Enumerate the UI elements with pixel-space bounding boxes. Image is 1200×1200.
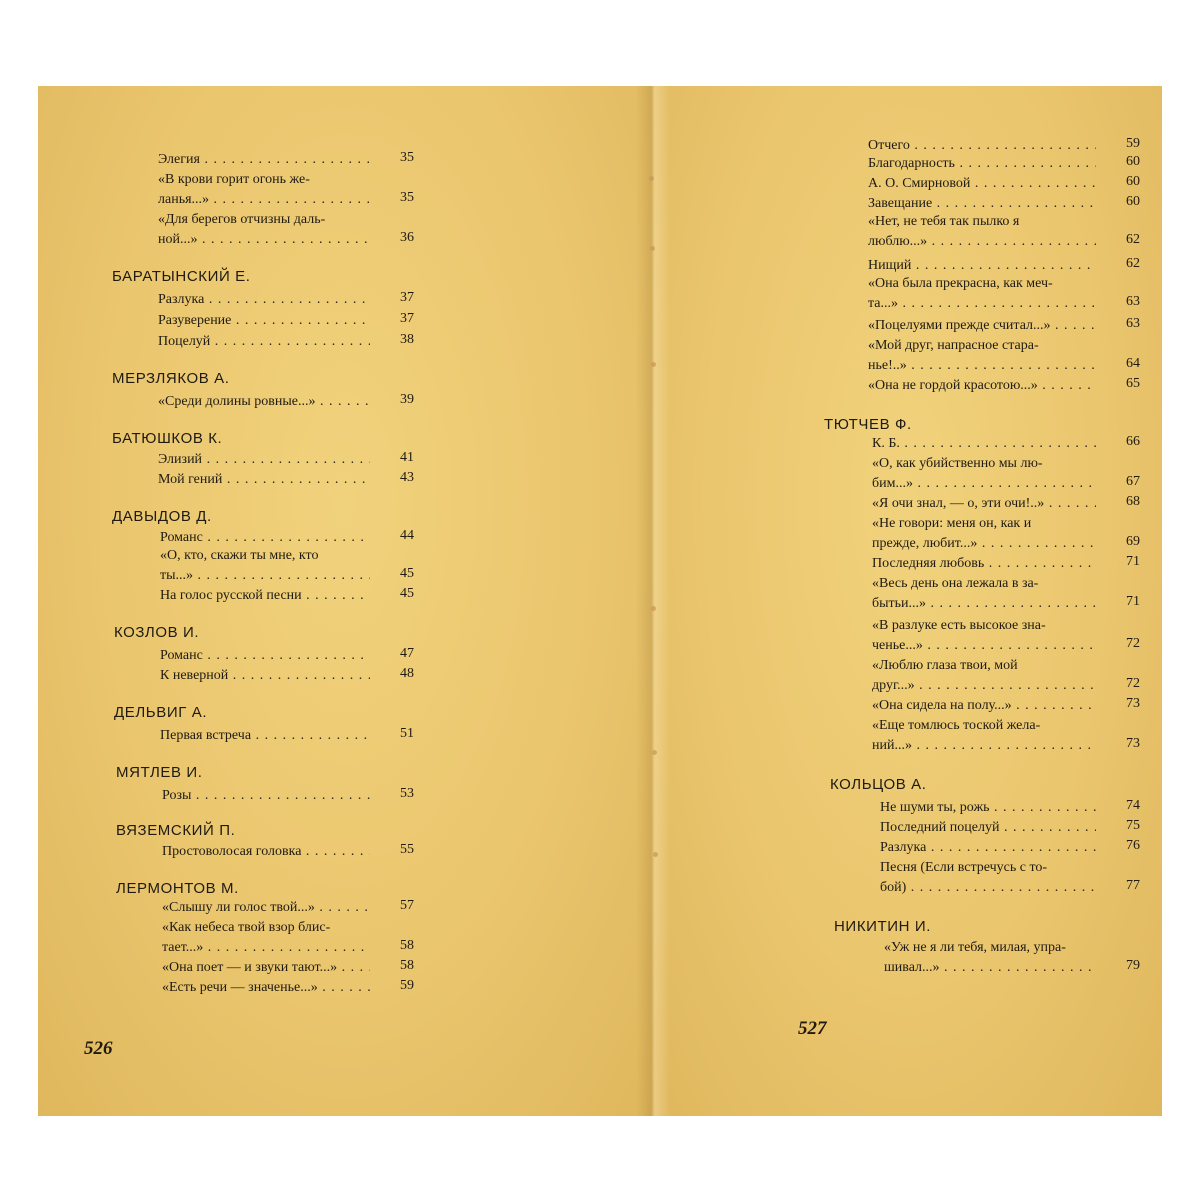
entry-title-line [868, 212, 1096, 232]
toc-entry [868, 376, 1096, 396]
toc-entry [160, 528, 370, 548]
paper-speck [650, 246, 655, 251]
entry-title-line [868, 316, 1096, 336]
page-number: 73 [1126, 736, 1140, 751]
page-number: 69 [1126, 534, 1140, 549]
left-page [38, 86, 652, 1116]
page-number: 45 [400, 566, 414, 581]
page-number: 77 [1126, 878, 1140, 893]
toc-entry [868, 274, 1096, 314]
toc-entry [872, 696, 1096, 716]
entry-title-line [158, 470, 370, 490]
entry-title-line [868, 154, 1096, 174]
page-number: 55 [400, 842, 414, 857]
page-number: 62 [1126, 256, 1140, 271]
paper-speck [649, 176, 654, 181]
entry-title-text: Розы [162, 788, 192, 803]
page-number: 79 [1126, 958, 1140, 973]
page-number: 35 [400, 150, 414, 165]
toc-entry [868, 136, 1096, 156]
page-number: 43 [400, 470, 414, 485]
entry-title-line [868, 356, 1096, 376]
toc-entry [880, 798, 1096, 818]
toc-entry [872, 454, 1096, 494]
entry-title-line [872, 696, 1096, 716]
entry-title-line [162, 898, 370, 918]
entry-title-line [872, 534, 1096, 554]
page-number: 57 [400, 898, 414, 913]
entry-title-line [162, 842, 370, 862]
page-number: 71 [1126, 594, 1140, 609]
author-heading: ЛЕРМОНТОВ М. [116, 880, 239, 897]
entry-title-line [162, 938, 370, 958]
entry-title-line [868, 336, 1096, 356]
entry-title-line [162, 978, 370, 998]
toc-entry [880, 838, 1096, 858]
toc-entry [872, 716, 1096, 756]
entry-title-line [158, 190, 370, 210]
page-number: 63 [1126, 294, 1140, 309]
entry-title-text: бим...» [872, 476, 913, 491]
entry-title-text: Элегия [158, 152, 200, 167]
toc-entry [872, 574, 1096, 614]
entry-title-text: ченье...» [872, 638, 923, 653]
entry-title-text: друг...» [872, 678, 915, 693]
entry-title-line [160, 666, 370, 686]
toc-entry [868, 194, 1096, 214]
entry-title-text: «Весь день она лежала в за- [872, 576, 1039, 591]
entry-title-line [872, 574, 1096, 594]
entry-title-text: «В разлуке есть высокое зна- [872, 618, 1046, 633]
toc-entry [158, 170, 370, 210]
page-number: 60 [1126, 154, 1140, 169]
toc-entry [158, 392, 370, 412]
entry-title-text: «Как небеса твой взор блис- [162, 920, 331, 935]
author-heading: ДЕЛЬВИГ А. [114, 704, 208, 721]
toc-entry [162, 786, 370, 806]
entry-title-text: «Люблю глаза твои, мой [872, 658, 1018, 673]
page-number: 48 [400, 666, 414, 681]
page-number: 59 [400, 978, 414, 993]
entry-title-text: Разлука [880, 840, 927, 855]
entry-title-line [880, 858, 1096, 878]
toc-entry [158, 311, 370, 331]
author-heading: БАТЮШКОВ К. [112, 430, 223, 447]
toc-entry [868, 316, 1096, 336]
entry-title-line [162, 958, 370, 978]
entry-title-line [872, 494, 1096, 514]
toc-entry [158, 332, 370, 352]
page-number: 37 [400, 311, 414, 326]
entry-title-line [158, 150, 370, 170]
entry-title-line [868, 294, 1096, 314]
page-number: 71 [1126, 554, 1140, 569]
left-folio: 526 [84, 1038, 113, 1059]
entry-title-text: На голос русской песни [160, 588, 302, 603]
entry-title-line [872, 434, 1096, 454]
entry-title-line [158, 311, 370, 331]
page-number: 35 [400, 190, 414, 205]
toc-entry [160, 646, 370, 666]
entry-title-text: «Она поет — и звуки тают...» [162, 960, 338, 975]
entry-title-text: Благодарность [868, 156, 955, 171]
toc-entry [868, 174, 1096, 194]
entry-title-text: «Еще томлюсь тоской жела- [872, 718, 1041, 733]
page-number: 67 [1126, 474, 1140, 489]
entry-title-text: ной...» [158, 232, 198, 247]
entry-title-text: Поцелуй [158, 334, 211, 349]
author-heading: ТЮТЧЕВ Ф. [824, 416, 912, 433]
toc-entry [160, 586, 370, 606]
author-heading: БАРАТЫНСКИЙ Е. [112, 268, 251, 285]
paper-speck [653, 852, 658, 857]
entry-title-line [160, 566, 370, 586]
entry-title-text: «Не говори: меня он, как и [872, 516, 1032, 531]
entry-title-text: шивал...» [884, 960, 940, 975]
page-number: 68 [1126, 494, 1140, 509]
entry-title-line [872, 656, 1096, 676]
entry-title-text: Не шуми ты, рожь [880, 800, 990, 815]
page-number: 74 [1126, 798, 1140, 813]
entry-title-line [160, 546, 370, 566]
entry-title-line [872, 454, 1096, 474]
page-number: 62 [1126, 232, 1140, 247]
entry-title-text: ний...» [872, 738, 912, 753]
author-heading: ВЯЗЕМСКИЙ П. [116, 822, 236, 839]
entry-title-line [158, 290, 370, 310]
entry-title-text: «Она была прекрасна, как меч- [868, 276, 1053, 291]
toc-entry [162, 842, 370, 862]
entry-title-text: Элизий [158, 452, 203, 467]
entry-title-text: «Слышу ли голос твой...» [162, 900, 315, 915]
entry-title-text: Отчего [868, 138, 910, 153]
entry-title-line [880, 838, 1096, 858]
entry-title-text: Последний поцелуй [880, 820, 1000, 835]
toc-entry [162, 958, 370, 978]
entry-title-line [160, 646, 370, 666]
entry-title-line [872, 594, 1096, 614]
entry-title-line [868, 174, 1096, 194]
entry-title-text: прежде, любит...» [872, 536, 978, 551]
toc-entry [158, 450, 370, 470]
entry-title-text: «Среди долины ровные...» [158, 394, 316, 409]
right-page [652, 86, 1162, 1116]
entry-title-line [868, 194, 1096, 214]
entry-title-text: «Нет, не тебя так пылко я [868, 214, 1020, 229]
toc-entry [872, 434, 1096, 454]
entry-title-text: нье!..» [868, 358, 907, 373]
entry-title-text: Песня (Если встречусь с то- [880, 860, 1048, 875]
entry-title-line [880, 798, 1096, 818]
entry-title-line [872, 474, 1096, 494]
entry-title-line [872, 514, 1096, 534]
entry-title-line [880, 818, 1096, 838]
toc-entry [868, 154, 1096, 174]
author-heading: МЯТЛЕВ И. [116, 764, 203, 781]
entry-title-line [158, 170, 370, 190]
entry-title-text: Мой гений [158, 472, 223, 487]
entry-title-line [162, 786, 370, 806]
page-number: 65 [1126, 376, 1140, 391]
page-number: 63 [1126, 316, 1140, 331]
page-number: 41 [400, 450, 414, 465]
entry-title-line [160, 586, 370, 606]
book-spread [38, 86, 1162, 1116]
page-number: 64 [1126, 356, 1140, 371]
entry-title-text: К неверной [160, 668, 229, 683]
toc-entry [162, 978, 370, 998]
page-number: 73 [1126, 696, 1140, 711]
page-number: 51 [400, 726, 414, 741]
page-number: 58 [400, 958, 414, 973]
author-heading: НИКИТИН И. [834, 918, 932, 935]
entry-title-text: бой) [880, 880, 907, 895]
entry-title-text: «О, кто, скажи ты мне, кто [160, 548, 319, 563]
toc-entry [162, 918, 370, 958]
entry-title-line [872, 676, 1096, 696]
entry-title-line [872, 616, 1096, 636]
entry-title-text: та...» [868, 296, 899, 311]
toc-entry [872, 494, 1096, 514]
entry-title-text: «О, как убийственно мы лю- [872, 456, 1043, 471]
entry-title-text: Романс [160, 648, 203, 663]
toc-entry [160, 546, 370, 586]
entry-title-text: тает...» [162, 940, 204, 955]
toc-entry [872, 656, 1096, 696]
entry-title-line [872, 636, 1096, 656]
entry-title-line [868, 274, 1096, 294]
toc-entry [872, 554, 1096, 574]
toc-entry [158, 470, 370, 490]
author-heading: КОЗЛОВ И. [114, 624, 200, 641]
entry-title-text: ланья...» [158, 192, 210, 207]
entry-title-text: «Мой друг, напрасное стара- [868, 338, 1039, 353]
page-number: 44 [400, 528, 414, 543]
page-number: 39 [400, 392, 414, 407]
entry-title-text: А. О. Смирновой [868, 176, 971, 191]
entry-title-line [880, 878, 1096, 898]
page-number: 59 [1126, 136, 1140, 151]
entry-title-line [868, 376, 1096, 396]
entry-title-line [884, 938, 1096, 958]
paper-speck [651, 606, 656, 611]
page-number: 72 [1126, 676, 1140, 691]
author-heading: ДАВЫДОВ Д. [112, 508, 212, 525]
entry-title-line [158, 210, 370, 230]
entry-title-text: К. Б. [872, 436, 900, 451]
page-number: 58 [400, 938, 414, 953]
toc-entry [868, 212, 1096, 252]
entry-title-text: Разлука [158, 292, 205, 307]
entry-title-text: «Есть речи — значенье...» [162, 980, 318, 995]
page-number: 38 [400, 332, 414, 347]
entry-title-text: люблю...» [868, 234, 928, 249]
entry-title-text: «Я очи знал, — о, эти очи!..» [872, 496, 1045, 511]
author-heading: КОЛЬЦОВ А. [830, 776, 927, 793]
entry-title-line [160, 726, 370, 746]
entry-title-line [162, 918, 370, 938]
toc-entry [884, 938, 1096, 978]
entry-title-text: «Она сидела на полу...» [872, 698, 1012, 713]
entry-title-text: Нищий [868, 258, 912, 273]
page-number: 76 [1126, 838, 1140, 853]
entry-title-text: бытьи...» [872, 596, 927, 611]
page-number: 75 [1126, 818, 1140, 833]
entry-title-text: «Уж не я ли тебя, милая, упра- [884, 940, 1066, 955]
entry-title-text: Последняя любовь [872, 556, 985, 571]
author-heading: МЕРЗЛЯКОВ А. [112, 370, 230, 387]
entry-title-line [868, 136, 1096, 156]
entry-title-text: Завещание [868, 196, 933, 211]
entry-title-text: «Она не гордой красотою...» [868, 378, 1038, 393]
toc-entry [880, 858, 1096, 898]
toc-entry [868, 336, 1096, 376]
entry-title-text: «Для берегов отчизны даль- [158, 212, 326, 227]
toc-entry [160, 726, 370, 746]
entry-title-line [872, 716, 1096, 736]
entry-title-text: Разуверение [158, 313, 232, 328]
entry-title-line [158, 332, 370, 352]
paper-speck [651, 362, 656, 367]
entry-title-text: Первая встреча [160, 728, 252, 743]
entry-title-text: «Поцелуями прежде считал...» [868, 318, 1051, 333]
right-folio: 527 [798, 1018, 827, 1039]
page-number: 45 [400, 586, 414, 601]
entry-title-text: «В крови горит огонь же- [158, 172, 310, 187]
page-number: 72 [1126, 636, 1140, 651]
page-number: 60 [1126, 174, 1140, 189]
entry-title-line [160, 528, 370, 548]
entry-title-text: ты...» [160, 568, 194, 583]
entry-title-line [872, 736, 1096, 756]
toc-entry [160, 666, 370, 686]
entry-title-line [872, 554, 1096, 574]
toc-entry [158, 290, 370, 310]
entry-title-text: Простоволосая головка [162, 844, 302, 859]
toc-entry [872, 616, 1096, 656]
entry-title-line [158, 392, 370, 412]
toc-entry [158, 150, 370, 170]
page-number: 53 [400, 786, 414, 801]
toc-entry [158, 210, 370, 250]
book-gutter [636, 86, 670, 1116]
entry-title-line [158, 230, 370, 250]
entry-title-line [868, 256, 1096, 276]
entry-title-line [868, 232, 1096, 252]
page-number: 37 [400, 290, 414, 305]
entry-title-line [884, 958, 1096, 978]
page-number: 47 [400, 646, 414, 661]
page-number: 66 [1126, 434, 1140, 449]
toc-entry [872, 514, 1096, 554]
paper-speck [652, 750, 657, 755]
entry-title-text: Романс [160, 530, 203, 545]
page-number: 36 [400, 230, 414, 245]
page-number: 60 [1126, 194, 1140, 209]
toc-entry [162, 898, 370, 918]
entry-title-line [158, 450, 370, 470]
toc-entry [868, 256, 1096, 276]
toc-entry [880, 818, 1096, 838]
